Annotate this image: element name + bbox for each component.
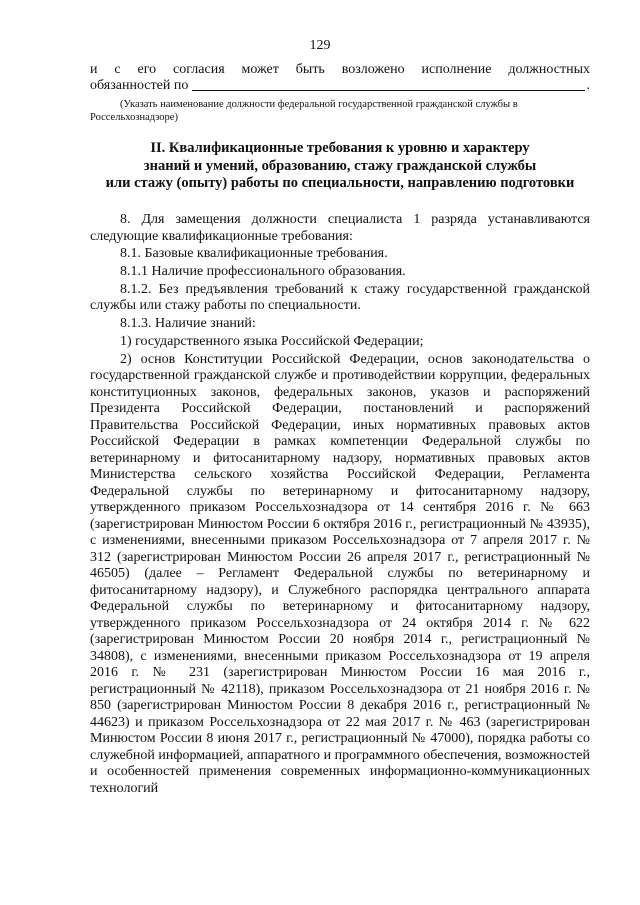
blank-field-note: (Указать наименование должности федеральной государственной гражданской службы в Россельхознадзоре): [90, 99, 518, 123]
paragraph-8: 8. Для замещения должности специалиста 1 разряда устанавливаются следующие квалификационные требования:: [90, 212, 590, 244]
body-text: [90, 212, 590, 797]
intro-line-1: и с его согласия может быть возложено исполнение должностных: [90, 62, 590, 77]
intro-line-2-suffix: .: [586, 78, 590, 93]
list-item-2: 2) основ Конституции Российской Федерации, основ законодательства о государственной гражданской службе и противодействии коррупции, федеральных конституционных законов, федеральных законов, указов и распоряжений Президента Российской Федерации, постановлений и распоряжений Правительства Российской Федерации, иных нормативных правовых актов Российской Федерации в рамках компетенции Федеральной службы по ветеринарному и фитосанитарному надзору, нормативных правовых актов Министерства сельского хозяйства Российской Федерации, Регламента Федеральной службы по ветеринарному и фитосанитарному надзору, утвержденного приказом Россельхознадзора от 14 сентября 2016 г. № 663 (зарегистрирован Минюстом России 6 октября 2016 г., регистрационный № 43935), с изменениями, внесенными приказом Россельхознадзора от 7 апреля 2017 г. № 312 (зарегистрирован Минюстом России 26 апреля 2017 г., регистрационный № 46505) (далее – Регламент Федеральной службы по ветеринарному и фитосанитарному надзору), и Служебного распорядка центрального аппарата Федеральной службы по ветеринарному и фитосанитарному надзору, утвержденного приказом Россельхознадзора от 24 октября 2014 г. № 622 (зарегистрирован Минюстом России 20 ноября 2014 г., регистрационный № 34808), с изменениями, внесенными приказом Россельхознадзора от 19 апреля 2016 г. № 231 (зарегистрирован Минюстом России 16 мая 2016 г., регистрационный № 42118), приказом Россельхознадзора от 21 ноября 2016 г. № 850 (зарегистрирован Минюстом России 8 декабря 2016 г., регистрационный № 44623) и приказом Россельхознадзора от 22 мая 2017 г. № 463 (зарегистрирован Минюстом России 8 июня 2017 г., регистрационный № 47000), порядка работы со служебной информацией, аппаратного и программного обеспечения, возможностей и особенностей применения современных информационно-коммуникационных технологий: [90, 351, 590, 796]
section-title: [90, 140, 590, 193]
section-title-line-2: знаний и умений, образованию, стажу гражданской службы: [143, 157, 537, 174]
section-title-line-1: II. Квалификационные требования к уровню и характеру: [150, 140, 530, 156]
intro-line-2-prefix: обязанностей по: [90, 78, 189, 93]
paragraph-8-1-2: 8.1.2. Без предъявления требований к стажу государственной гражданской службы или стажу работы по специальности.: [90, 281, 590, 314]
intro-line-2: [90, 78, 590, 94]
list-item-1: 1) государственного языка Российской Федерации;: [120, 333, 424, 349]
paragraph-8-1-1: 8.1.1 Наличие профессионального образования.: [120, 264, 406, 280]
paragraph-8-1-3: 8.1.3. Наличие знаний:: [120, 316, 256, 332]
page-number: 129: [309, 38, 331, 53]
section-title-line-3: или стажу (опыту) работы по специальности, направлению подготовки: [105, 175, 575, 191]
intro-block: [90, 62, 590, 124]
position-blank-field: [192, 78, 584, 91]
paragraph-8-1: 8.1. Базовые квалификационные требования.: [120, 246, 388, 262]
